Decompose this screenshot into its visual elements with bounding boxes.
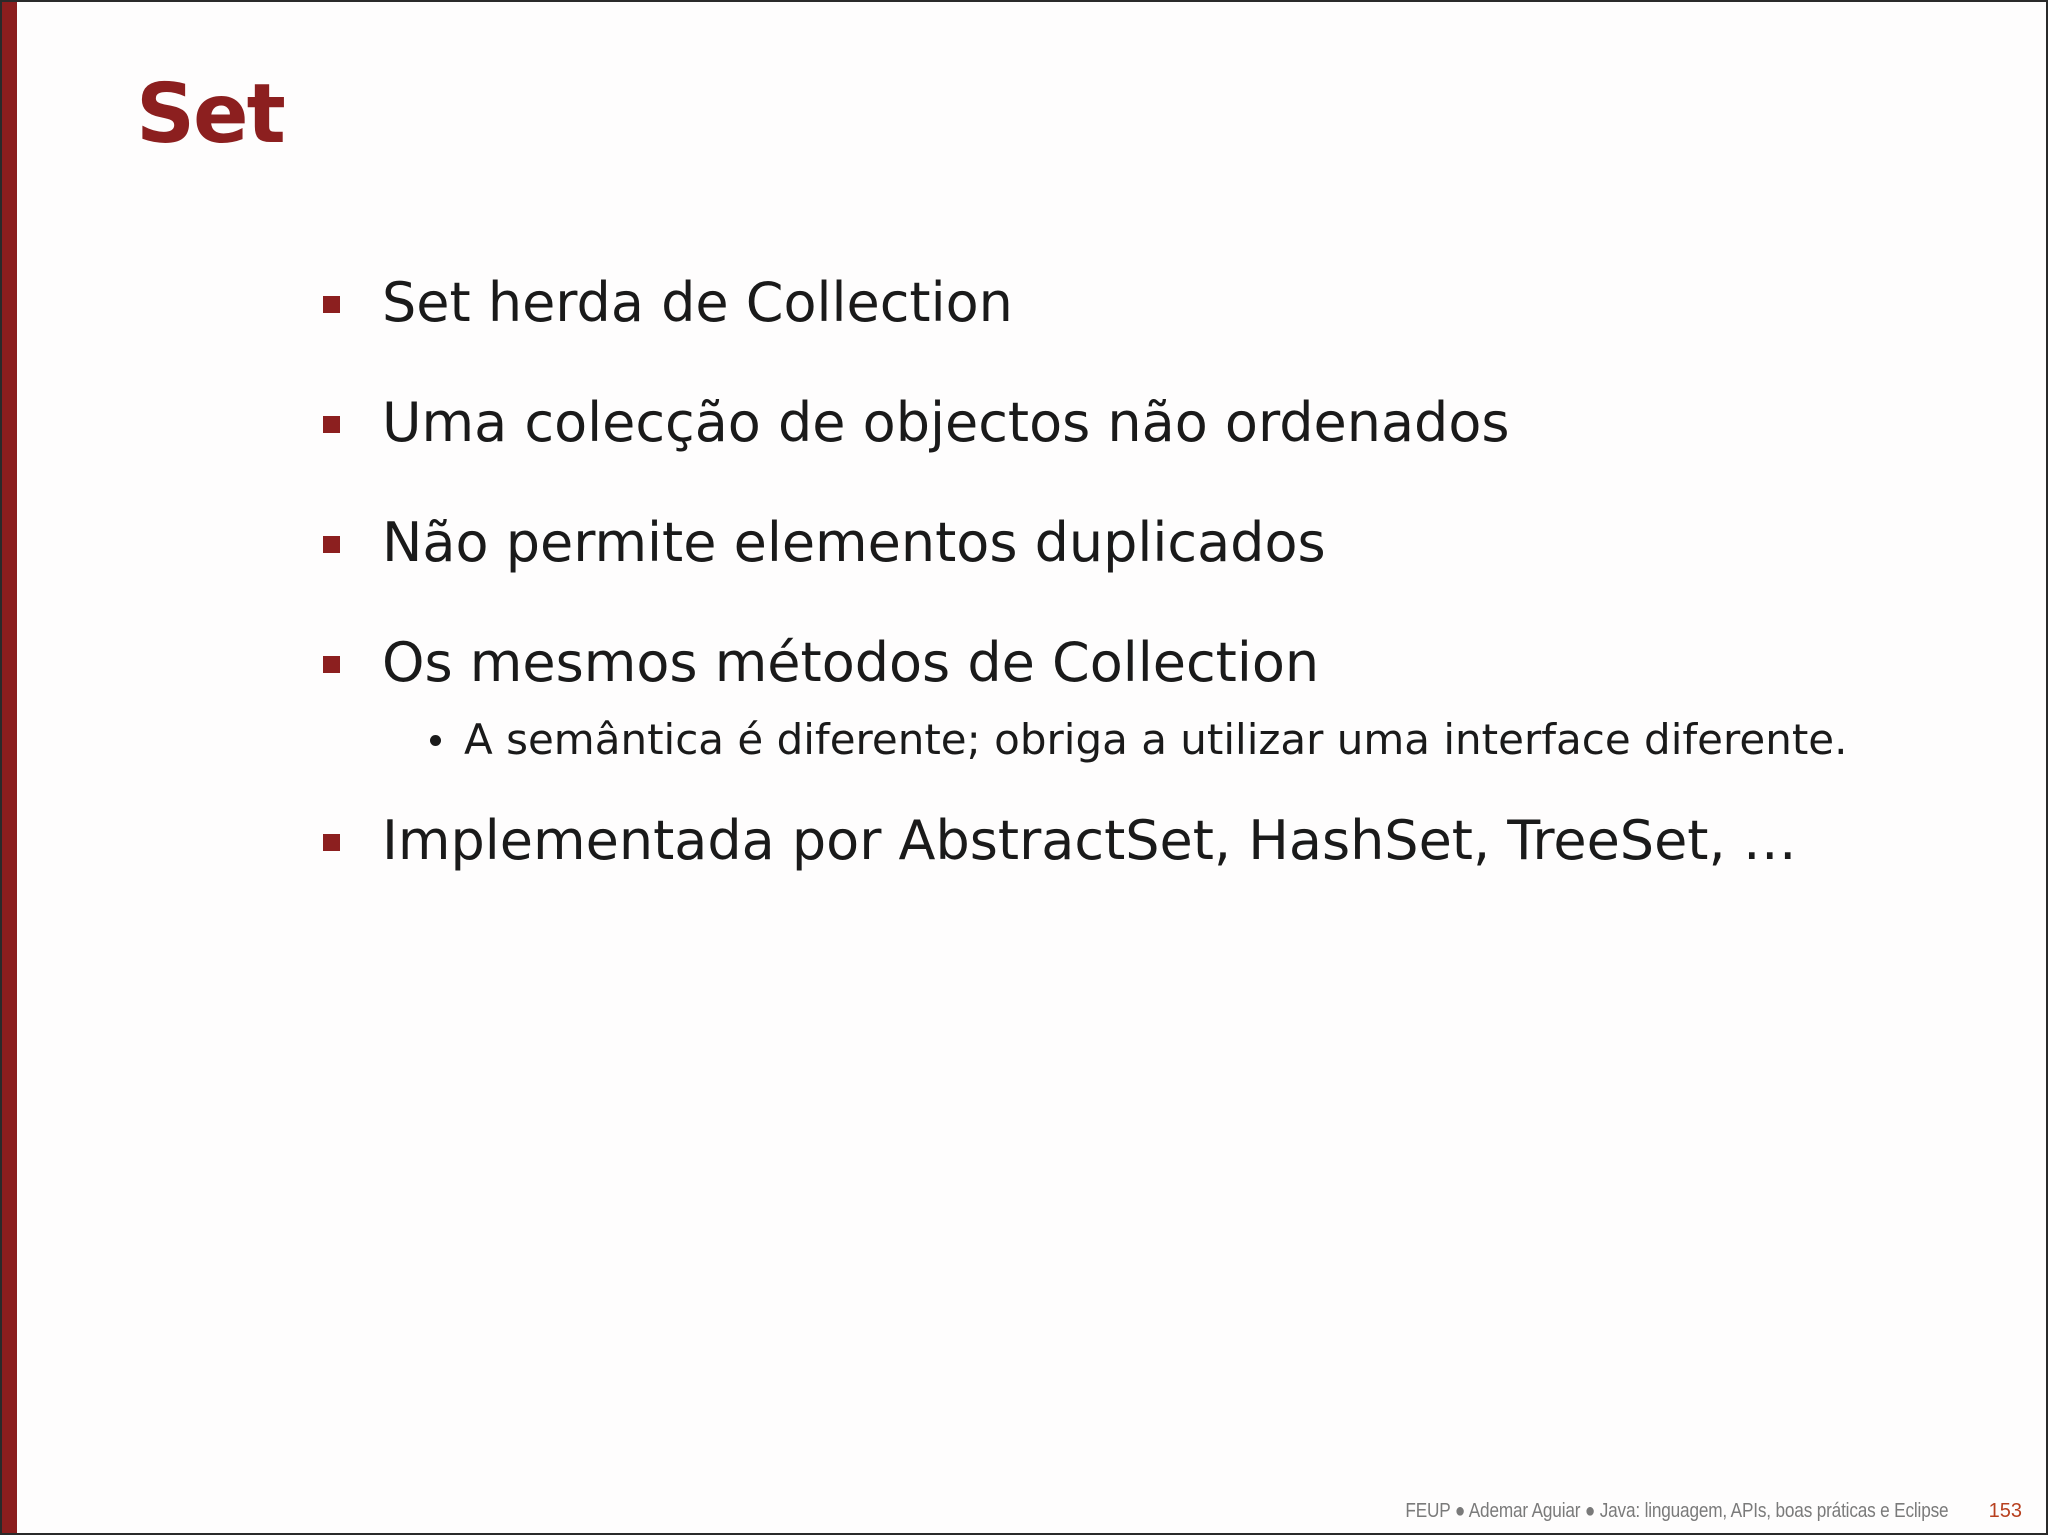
- slide-title: Set: [136, 67, 284, 162]
- footer-credit: FEUP ● Ademar Aguiar ● Java: linguagem, APIs, boas práticas e Eclipse: [1405, 1500, 1949, 1522]
- bullet-text: Os mesmos métodos de Collection: [382, 631, 1320, 694]
- square-bullet-icon: [323, 296, 340, 313]
- page-number: 153: [1988, 1500, 2022, 1522]
- bullet-list: [320, 272, 1986, 930]
- bullet-text: Não permite elementos duplicados: [382, 511, 1326, 574]
- slide-footer: [1317, 1500, 2022, 1523]
- square-bullet-icon: [323, 656, 340, 673]
- square-bullet-icon: [323, 416, 340, 433]
- round-bullet-icon: [430, 735, 441, 746]
- bullet-item: [320, 810, 1986, 872]
- sub-bullet-list: [382, 716, 1986, 764]
- left-accent-bar: [2, 2, 17, 1533]
- bullet-item: [320, 392, 1986, 454]
- bullet-item: [320, 272, 1986, 334]
- bullet-item: [320, 512, 1986, 574]
- bullet-text: Uma colecção de objectos não ordenados: [382, 391, 1510, 454]
- bullet-item: [320, 632, 1986, 764]
- square-bullet-icon: [323, 536, 340, 553]
- sub-bullet-text: A semântica é diferente; obriga a utilizar uma interface diferente.: [464, 715, 1848, 764]
- bullet-text: Set herda de Collection: [382, 271, 1013, 334]
- sub-bullet-item: [430, 716, 1986, 764]
- square-bullet-icon: [323, 834, 340, 851]
- bullet-text: Implementada por AbstractSet, HashSet, TreeSet, …: [382, 809, 1797, 872]
